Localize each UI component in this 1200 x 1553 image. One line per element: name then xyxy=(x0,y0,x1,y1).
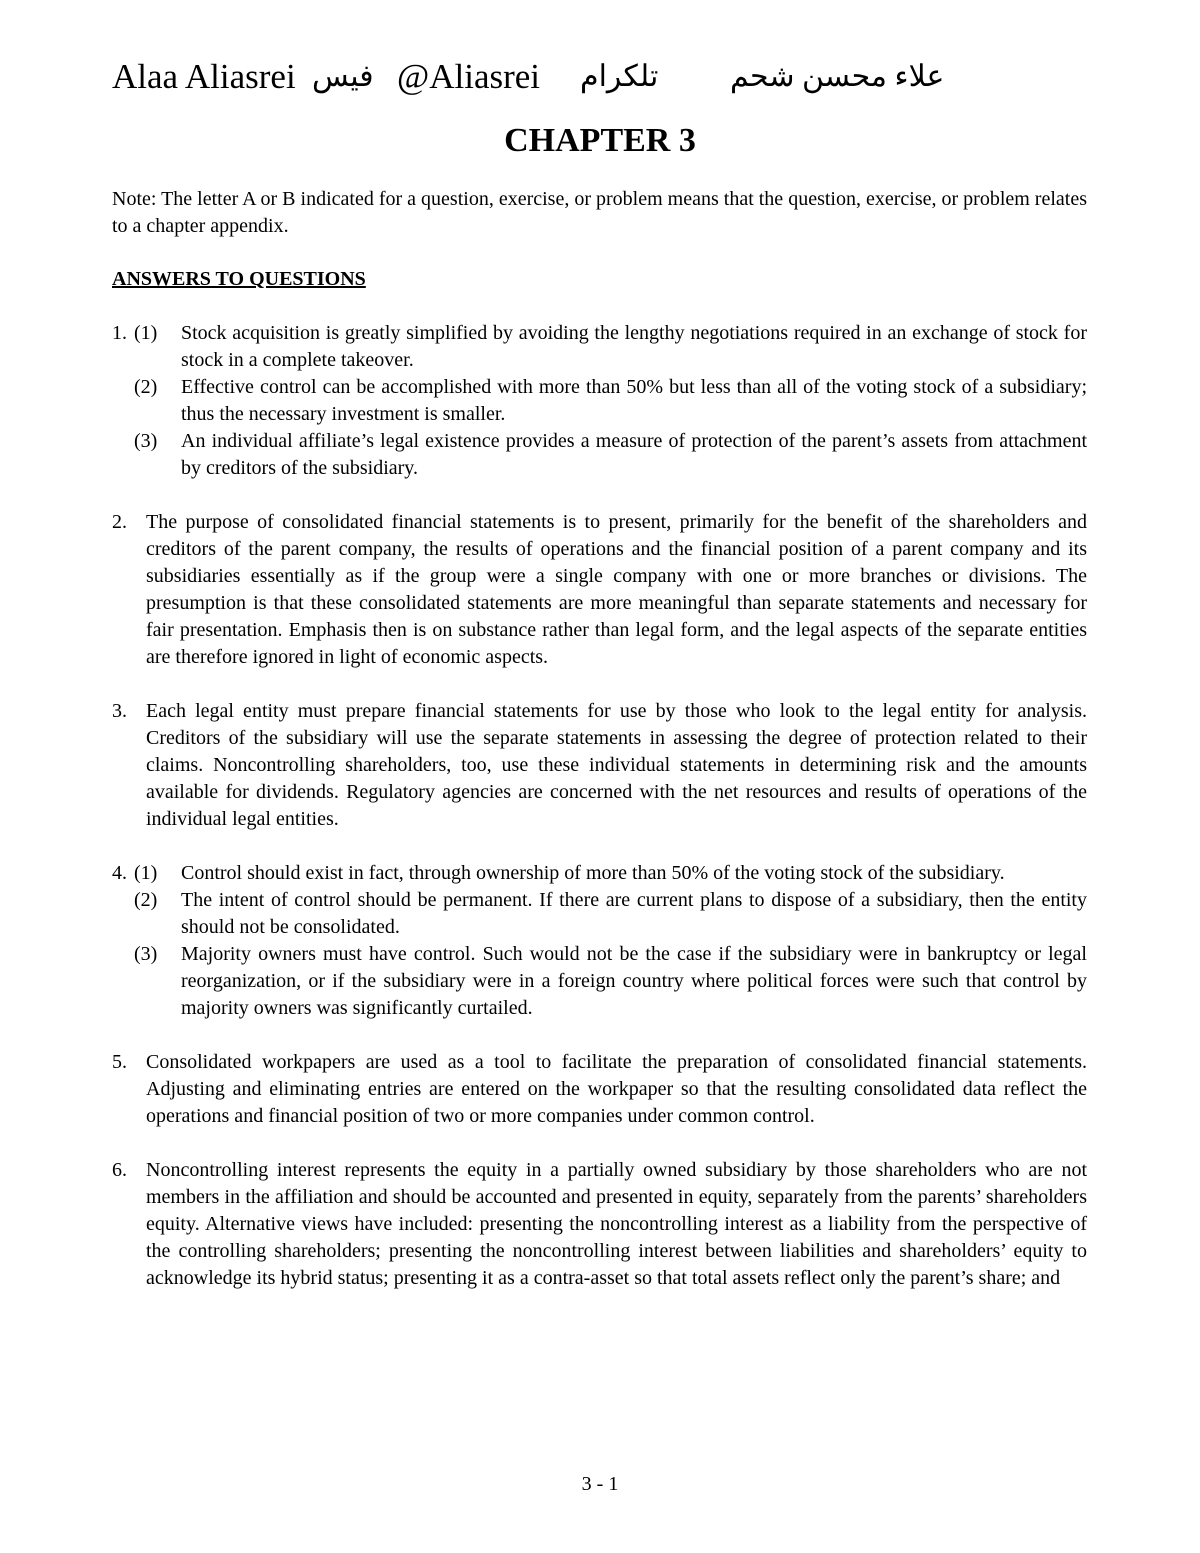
answer-subitem xyxy=(112,374,1087,428)
answer-text: Noncontrolling interest represents the equity in a partially owned subsidiary by those shareholders who are not members in the affiliation and should be accounted and presented in equity, separately from the parents’ shareholders equity. Alternative views have included: presenting the noncontrolling interest as a liability from the perspective of the controlling shareholders; presenting the noncontrolling interest between liabilities and shareholders’ equity to acknowledge its hybrid status; presenting it as a contra-asset so that total assets reflect only the parent’s share; and xyxy=(146,1159,1087,1289)
answer-subitem xyxy=(112,320,1087,374)
answer-item xyxy=(112,1049,1087,1130)
page-number: 3 - 1 xyxy=(581,1473,619,1495)
page-header xyxy=(112,52,1092,102)
subitem-text: Control should exist in fact, through ownership of more than 50% of the voting stock of the subsidiary. xyxy=(181,862,1005,884)
answer-subitem xyxy=(112,860,1087,887)
subitem-number: (1) xyxy=(134,862,158,884)
facebook-label: فيس xyxy=(312,60,374,93)
author-handle: @Aliasrei xyxy=(397,57,541,96)
answer-item xyxy=(112,698,1087,833)
subitem-text: The intent of control should be permanent. If there are current plans to dispose of a subsidiary, then the entity should not be consolidated. xyxy=(181,889,1087,938)
answer-subitem xyxy=(112,941,1087,1022)
section-heading: ANSWERS TO QUESTIONS xyxy=(112,268,366,290)
answer-subitem xyxy=(112,428,1087,482)
answer-text: Each legal entity must prepare financial statements for use by those who look to the legal entity for analysis. Creditors of the subsidiary will use the separate statements in assessing the degree of protection related to their claims. Noncontrolling shareholders, too, use these individual statements in determining risk and the amounts available for dividends. Regulatory agencies are concerned with the net resources and results of operations of the individual legal entities. xyxy=(146,700,1087,830)
answer-number: 4. xyxy=(112,862,127,884)
subitem-number: (2) xyxy=(134,889,158,911)
subitem-text: Effective control can be accomplished with more than 50% but less than all of the voting stock of a subsidiary; thus the necessary investment is smaller. xyxy=(181,376,1087,425)
answer-text: The purpose of consolidated financial statements is to present, primarily for the benefit of the shareholders and creditors of the parent company, the results of operations and the financial position of a parent company and its subsidiaries essentially as if the group were a single company with one or more branches or divisions. The presumption is that these consolidated statements are more meaningful than separate statements and necessary for fair presentation. Emphasis then is on substance rather than legal form, and the legal aspects of the separate entities are therefore ignored in light of economic aspects. xyxy=(146,511,1087,668)
answer-item xyxy=(112,509,1087,671)
subitem-text: Stock acquisition is greatly simplified by avoiding the lengthy negotiations required in an exchange of stock for stock in a complete takeover. xyxy=(181,322,1087,371)
author-name: Alaa Aliasrei xyxy=(112,57,296,96)
subitem-number: (3) xyxy=(134,430,158,452)
subitem-text: An individual affiliate’s legal existence provides a measure of protection of the parent’s assets from attachment by creditors of the subsidiary. xyxy=(181,430,1087,479)
answer-text: Consolidated workpapers are used as a tool to facilitate the preparation of consolidated financial statements. Adjusting and eliminating entries are entered on the workpaper so that the resulting consolidated data reflect the operations and financial position of two or more companies under common control. xyxy=(146,1051,1087,1127)
answer-item xyxy=(112,1157,1087,1292)
answer-number: 6. xyxy=(112,1159,127,1181)
answer-number: 1. xyxy=(112,322,127,344)
telegram-label: تلكرام xyxy=(580,60,659,93)
document-body xyxy=(112,186,1087,1319)
subitem-number: (3) xyxy=(134,943,158,965)
answer-number: 5. xyxy=(112,1051,127,1073)
author-name-arabic: علاء محسن شحم xyxy=(730,60,945,93)
subitem-text: Majority owners must have control. Such would not be the case if the subsidiary were in bankruptcy or legal reorganization, or if the subsidiary were in a foreign country where political forces were such that control by majority owners was significantly curtailed. xyxy=(181,943,1087,1019)
subitem-number: (1) xyxy=(134,322,158,344)
chapter-title: CHAPTER 3 xyxy=(504,122,696,159)
answer-item xyxy=(112,320,1087,482)
subitem-number: (2) xyxy=(134,376,158,398)
answer-number: 2. xyxy=(112,511,127,533)
answer-subitem xyxy=(112,887,1087,941)
answer-number: 3. xyxy=(112,700,127,722)
chapter-note: Note: The letter A or B indicated for a question, exercise, or problem means that the question, exercise, or problem relates to a chapter appendix. xyxy=(112,188,1087,237)
answer-item xyxy=(112,860,1087,1022)
